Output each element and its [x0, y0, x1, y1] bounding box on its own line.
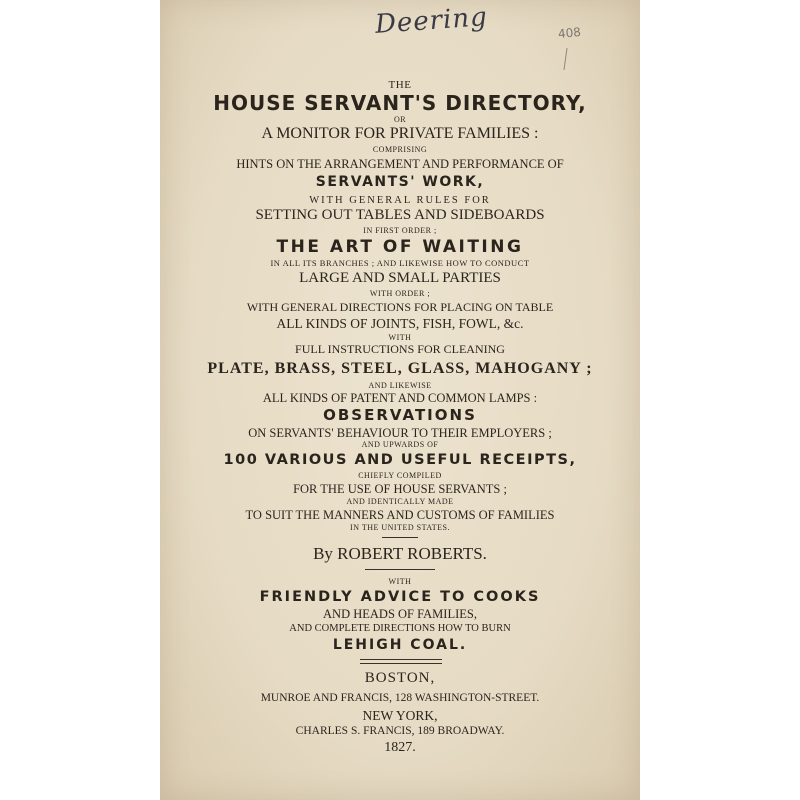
divider-1 [382, 537, 418, 538]
full-instructions: FULL INSTRUCTIONS FOR CLEANING [295, 342, 505, 356]
pencil-note: 408 [557, 24, 582, 42]
title-page [160, 0, 640, 800]
suit-line: TO SUIT THE MANNERS AND CUSTOMS OF FAMILIES [245, 508, 555, 522]
divider-2 [365, 569, 435, 570]
author-line [160, 545, 640, 562]
author-by: By [313, 544, 333, 563]
imprint-publisher-2: CHARLES S. FRANCIS, 189 BROADWAY. [295, 725, 505, 737]
with-1: WITH [388, 333, 412, 342]
title-or: OR [393, 115, 407, 124]
imprint-year: 1827. [384, 740, 416, 755]
imprint-city-2: NEW YORK, [362, 708, 438, 723]
art-of-waiting: THE ART OF WAITING [276, 237, 524, 257]
main-title: HOUSE SERVANT'S DIRECTORY, [213, 91, 587, 115]
parties: LARGE AND SMALL PARTIES [299, 270, 501, 286]
complete-directions: AND COMPLETE DIRECTIONS HOW TO BURN [289, 623, 511, 634]
receipts: 100 VARIOUS AND USEFUL RECEIPTS, [223, 452, 577, 468]
hints-line: HINTS ON THE ARRANGEMENT AND PERFORMANCE OF [236, 157, 564, 171]
identically: AND IDENTICALLY MADE [346, 497, 454, 506]
heads-of-families: AND HEADS OF FAMILIES, [323, 607, 477, 621]
divider-3 [360, 659, 442, 664]
pencil-mark [563, 48, 567, 70]
chiefly-compiled: CHIEFLY COMPILED [358, 471, 442, 480]
branches: IN ALL ITS BRANCHES ; AND LIKEWISE HOW TO CONDUCT [270, 258, 530, 268]
lamps: ALL KINDS OF PATENT AND COMMON LAMPS : [262, 391, 538, 405]
directions: WITH GENERAL DIRECTIONS FOR PLACING ON TABLE [246, 300, 554, 314]
lehigh-coal: LEHIGH COAL. [332, 637, 468, 653]
first-order: IN FIRST ORDER ; [363, 226, 437, 235]
behaviour: ON SERVANTS' BEHAVIOUR TO THEIR EMPLOYERS ; [248, 426, 552, 440]
setting-out: SETTING OUT TABLES AND SIDEBOARDS [255, 207, 545, 223]
servants-work: SERVANTS' WORK, [315, 174, 485, 190]
subtitle: A MONITOR FOR PRIVATE FAMILIES : [261, 125, 539, 142]
united-states: IN THE UNITED STATES. [350, 523, 450, 532]
handwritten-signature: Deering [374, 2, 489, 40]
author-name: ROBERT ROBERTS. [337, 544, 487, 563]
with-order: WITH ORDER ; [369, 289, 431, 298]
observations: OBSERVATIONS [323, 406, 477, 424]
upwards: AND UPWARDS OF [361, 440, 439, 449]
imprint-publisher: MUNROE AND FRANCIS, 128 WASHINGTON-STREET. [260, 692, 540, 704]
friendly-advice: FRIENDLY ADVICE TO COOKS [259, 589, 541, 605]
joints: ALL KINDS OF JOINTS, FISH, FOWL, &c. [276, 316, 524, 331]
imprint-city: BOSTON, [364, 670, 436, 686]
comprising: COMPRISING [372, 145, 428, 154]
for-use: FOR THE USE OF HOUSE SERVANTS ; [293, 482, 507, 496]
plate-line: PLATE, BRASS, STEEL, GLASS, MAHOGANY ; [207, 360, 593, 377]
title-the: THE [388, 79, 412, 91]
likewise: AND LIKEWISE [368, 381, 432, 390]
with-2: WITH [388, 577, 412, 586]
general-rules: WITH GENERAL RULES FOR [309, 195, 491, 206]
